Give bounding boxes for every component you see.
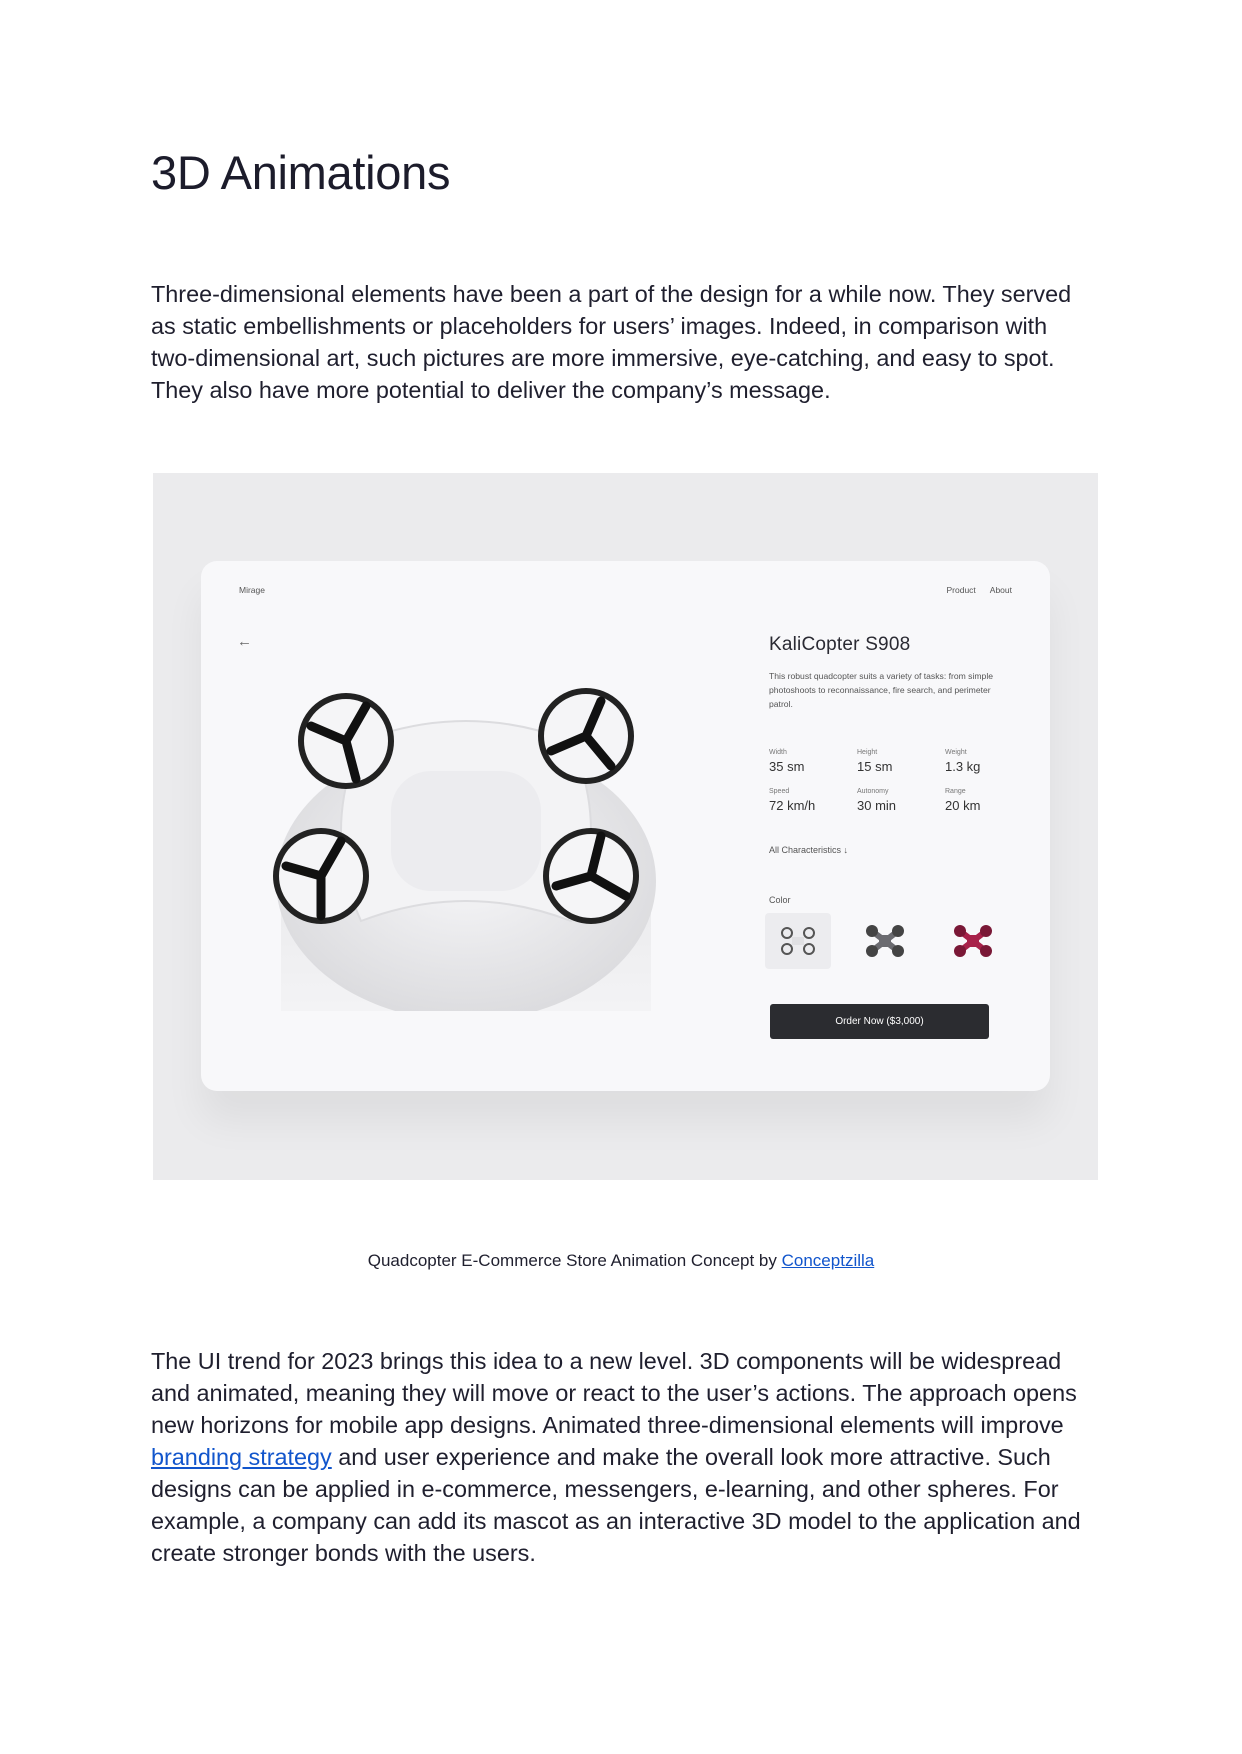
spec-label: Range [945,788,966,795]
rotor-front-right [541,691,631,781]
trend-paragraph [151,1345,1096,1569]
spec-weight [945,749,1033,774]
color-option-grey[interactable] [852,913,918,969]
conceptzilla-link[interactable]: Conceptzilla [781,1251,875,1270]
spec-value: 20 km [945,798,981,813]
trend-text-before: The UI trend for 2023 brings this idea to a new level. 3D components will be widespread and animated, meaning they will move or react to the user’s actions. The approach opens new horizons for mobile app designs. Animated three-dimensional elements will improve [151,1348,1077,1438]
arrow-left-icon[interactable]: ← [237,633,252,650]
spec-value: 15 sm [857,759,893,774]
store-mockup-card [201,561,1050,1091]
spec-label: Speed [769,788,790,795]
rotor-rear-right [546,831,636,921]
drone-thumbnail-icon [940,913,1006,969]
drone-thumbnail-icon [852,913,918,969]
spec-grid [769,749,1029,813]
figure-caption [0,1251,1242,1271]
trend-text-after: and user experience and make the overall look more attractive. Such designs can be applied in e-commerce, messengers, e-learning, and other spheres. For example, a company can add its mascot as an interactive 3D model to the application and create stronger bonds with the users. [151,1444,1081,1566]
page-title: 3D Animations [151,146,451,199]
spec-label: Height [857,749,878,756]
nav-product[interactable]: Product [946,585,976,595]
nav-about[interactable]: About [989,585,1012,595]
spec-value: 72 km/h [769,798,816,813]
spec-label: Autonomy [857,788,889,795]
order-now-button[interactable]: Order Now ($3,000) [770,1004,989,1039]
spec-value: 1.3 kg [945,759,981,774]
rotor-rear-left [276,831,366,921]
spec-value: 35 sm [769,759,805,774]
spec-label: Weight [945,749,967,756]
all-characteristics-link[interactable]: All Characteristics ↓ [769,845,849,855]
rotor-front-left [301,696,391,786]
spec-value: 30 min [857,798,897,813]
color-option-crimson[interactable] [940,913,1006,969]
branding-strategy-link[interactable]: branding strategy [151,1444,332,1470]
product-title: KaliCopter S908 [769,634,911,655]
spec-width [769,749,857,774]
color-label: Color [769,895,791,905]
product-description: This robust quadcopter suits a variety of tasks: from simple photoshoots to reconnaissance, fire search, and perimeter patrol. [769,671,994,709]
spec-autonomy [857,788,945,813]
spec-range [945,788,1033,813]
intro-paragraph: Three-dimensional elements have been a part of the design for a while now. They served as static embellishments or placeholders for users’ images. Indeed, in comparison with two-dimensional art, such pictures are more immersive, eye-catching, and easy to spot. They also have more potential to deliver the company’s message. [151,281,1072,403]
color-option-white[interactable] [765,913,831,969]
drone-render [241,681,671,1011]
caption-text: Quadcopter E-Commerce Store Animation Concept by [367,1251,782,1270]
spec-speed [769,788,857,813]
drone-thumbnail-icon [765,913,831,969]
top-nav [946,585,1012,595]
brand-logo: Mirage [239,585,265,595]
product-animation-figure [153,473,1098,1180]
spec-height [857,749,945,774]
spec-label: Width [769,749,787,756]
